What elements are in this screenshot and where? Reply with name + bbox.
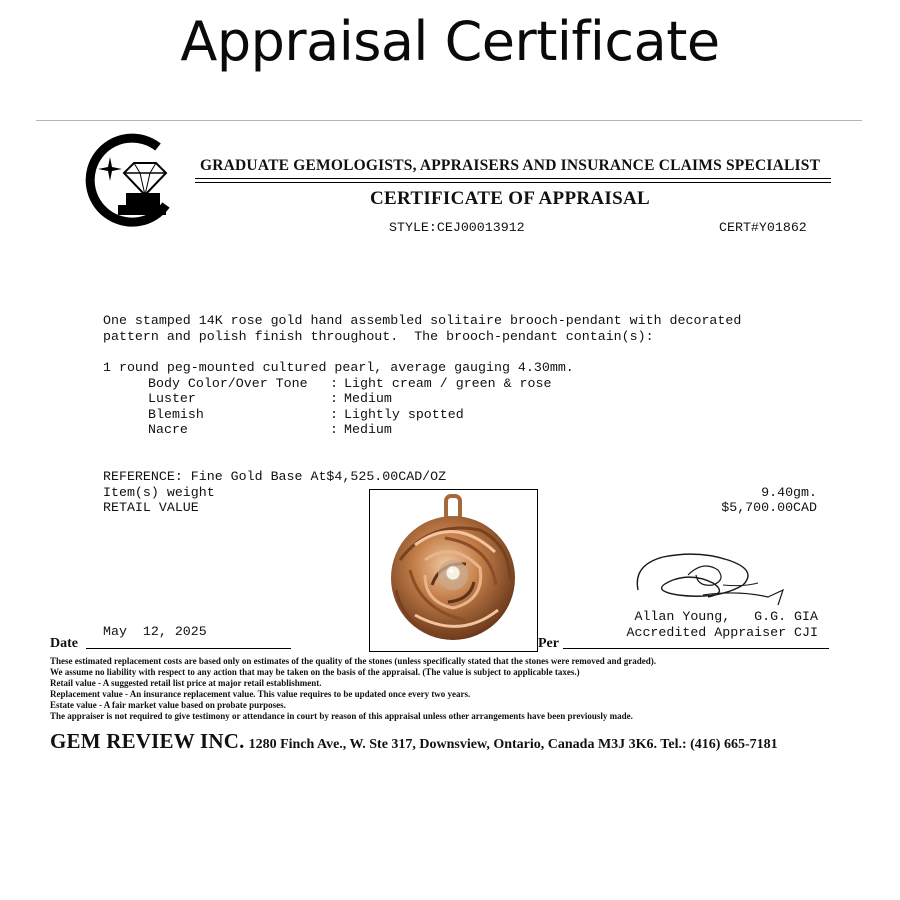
pearl-attr-value: Medium (344, 391, 392, 406)
reference-line: REFERENCE: Fine Gold Base At$4,525.00CAD/OZ (103, 469, 447, 484)
pearl-attr-colon: : (330, 422, 338, 437)
weight-value: 9.40gm. (761, 485, 817, 500)
cert-number: CERT#Y01862 (719, 220, 807, 235)
page-title: Appraisal Certificate (180, 10, 720, 73)
per-line (563, 648, 829, 649)
pearl-line: 1 round peg-mounted cultured pearl, average gauging 4.30mm. (103, 360, 574, 375)
disclaimer-line: The appraiser is not required to give testimony or attendance in court by reason of this appraisal unless other arrangements have been previously made. (50, 711, 633, 721)
footer-address: 1280 Finch Ave., W. Ste 317, Downsview, Ontario, Canada M3J 3K6. Tel.: (416) 665-7181 (248, 737, 778, 752)
gem-logo-icon (80, 133, 172, 228)
pearl-attr-colon: : (330, 376, 338, 391)
disclaimer-line: These estimated replacement costs are based only on estimates of the quality of the stones (unless specifically stated that the stones were removed and graded). (50, 656, 657, 666)
pearl-attr-label: Nacre (148, 422, 188, 437)
description-line-1: One stamped 14K rose gold hand assembled solitaire brooch-pendant with decorated (103, 313, 742, 328)
appraiser-title: Accredited Appraiser CJI (626, 625, 818, 640)
disclaimer-line: Retail value - A suggested retail list price at major retail establishment. (50, 678, 322, 688)
pearl-attr-colon: : (330, 391, 338, 406)
brooch-pendant-photo (369, 489, 538, 652)
date-label: Date (50, 636, 78, 651)
certificate-title: CERTIFICATE OF APPRAISAL (370, 188, 650, 209)
header-double-rule (195, 178, 831, 183)
retail-label: RETAIL VALUE (103, 500, 199, 515)
disclaimer-line: We assume no liability with respect to any action that may be taken on the basis of the appraisal. (The value is subject to applicable taxes.) (50, 667, 580, 677)
description-line-2: pattern and polish finish throughout. The brooch-pendant contain(s): (103, 329, 654, 344)
appraiser-name: Allan Young, G.G. GIA (634, 609, 818, 624)
pearl-attr-value: Lightly spotted (344, 407, 464, 422)
pearl-attr-value: Light cream / green & rose (344, 376, 552, 391)
disclaimer-line: Estate value - A fair market value based on probate purposes. (50, 700, 286, 710)
weight-label: Item(s) weight (103, 485, 215, 500)
top-divider (36, 120, 862, 121)
appraiser-signature (618, 545, 798, 615)
pearl-attr-colon: : (330, 407, 338, 422)
retail-value: $5,700.00CAD (721, 500, 817, 515)
pearl-attr-label: Blemish (148, 407, 204, 422)
company-tagline: GRADUATE GEMOLOGISTS, APPRAISERS AND INSURANCE CLAIMS SPECIALIST (200, 157, 821, 174)
pearl-attr-label: Body Color/Over Tone (148, 376, 308, 391)
disclaimer-line: Replacement value - An insurance replacement value. This value requires to be updated once every two years. (50, 689, 471, 699)
footer-company: GEM REVIEW INC. (50, 729, 245, 753)
pearl-attr-label: Luster (148, 391, 196, 406)
footer (50, 729, 778, 754)
date-value: May 12, 2025 (103, 624, 207, 639)
date-line (86, 648, 291, 649)
pearl-attr-value: Medium (344, 422, 392, 437)
per-label: Per (538, 636, 559, 651)
style-number: STYLE:CEJ00013912 (389, 220, 525, 235)
